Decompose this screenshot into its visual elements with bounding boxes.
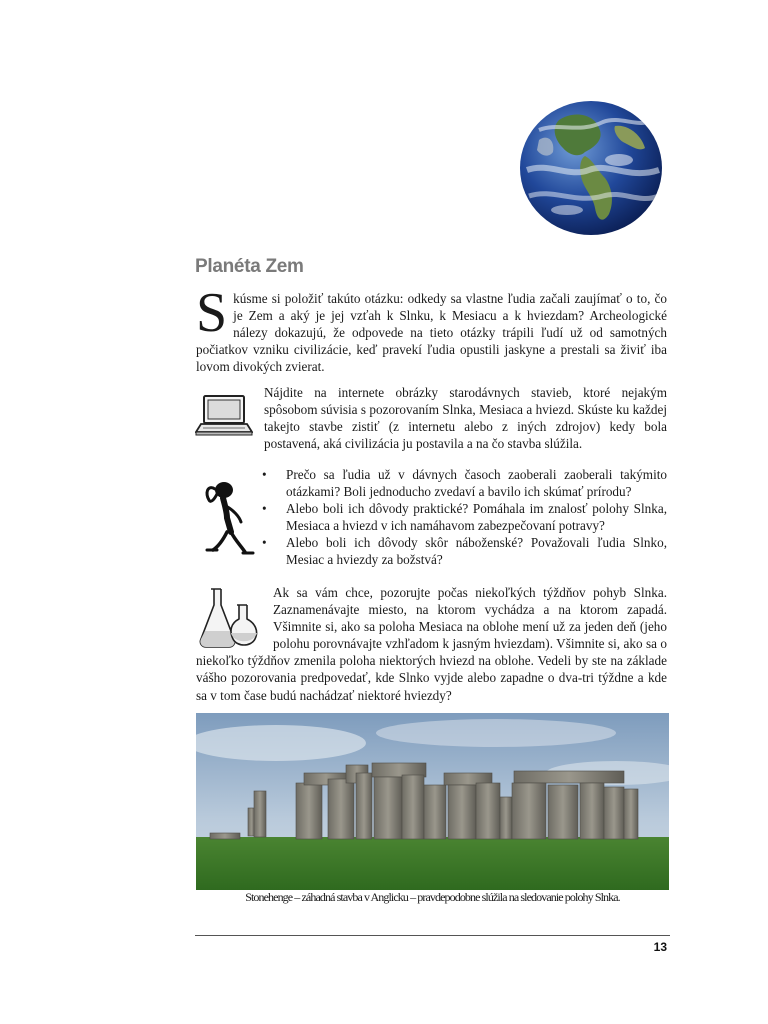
question-text: Alebo boli ich dôvody praktické? Pomáhala im znalosť polohy Slnka, Mesiaca a hviezd v ich namáhavom zabezpečovaní potravy? <box>286 501 667 534</box>
laptop-icon <box>195 393 253 437</box>
bullet: • <box>262 501 267 517</box>
observation-text: Ak sa vám chce, pozorujte počas niekoľkých týždňov pohyb Slnka. Zaznamenávajte miesto, na ktorom vychádza a na ktorom zapadá. Všimnite si, ako sa poloha Mesiaca na oblohe mení už za jeden deň (jeho polohu porovnávajte vzhľadom k jasným hviezdam). Všimnite si, ako sa o niekoľko týždňov zmenila poloha niektorých hviezd na oblohe. Vedeli by ste na základe vášho pozorovania predpovedať, kde Slnko vyjde alebo zapadne o dva-tri týždne a kde sa v tom čase budú nachádzať niektoré hviezdy? <box>196 585 667 703</box>
list-item <box>258 500 667 534</box>
page-number: 13 <box>653 940 667 954</box>
bullet: • <box>262 535 267 551</box>
observation-paragraph <box>196 584 667 704</box>
internet-task-text: Nájdite na internete obrázky starodávnych stavieb, ktoré nejakým spôsobom súvisia s pozorovaním Slnka, Mesiaca a hviezd. Skúste ku každej takejto stavbe zistiť (z internetu alebo z iných zdrojov) kedy bola postavená, aká civilizácia ju postavila a na čo stavba slúžila. <box>264 385 667 452</box>
earth-globe-icon <box>519 100 663 236</box>
stonehenge-photo <box>196 713 669 890</box>
question-text: Prečo sa ľudia už v dávnych časoch zaoberali zaoberali takýmito otázkami? Boli jednoducho zvedaví a bavilo ich skúmať prírodu? <box>286 467 667 500</box>
intro-paragraph <box>196 282 667 375</box>
intro-text: kúsme si položiť takúto otázku: odkedy sa vlastne ľudia začali zaujímať o to, čo je Zem a aký je jej vzťah k Slnku, k Mesiacu a k hviezdam? Archeologické nálezy dokazujú, že odpovede na tieto otázky trápili ľudí už od samotných počiatkov vzniku civilizácie, keď pravekí ľudia opustili jaskyne a prestali sa živiť iba lovom divokých zvierat. <box>196 291 667 375</box>
photo-caption: Stonehenge – záhadná stavba v Anglicku – pravdepodobne slúžila na sledovanie polohy Slnka. <box>245 890 620 904</box>
footer-divider <box>195 935 670 936</box>
question-list <box>258 466 667 569</box>
list-item <box>258 466 667 500</box>
page-title: Planéta Zem <box>195 256 304 277</box>
thinking-figure-icon <box>197 476 255 556</box>
bullet: • <box>262 467 267 482</box>
question-text: Alebo boli ich dôvody skôr náboženské? Považovali ľudia Slnko, Mesiac a hviezdy za božstvá? <box>286 535 667 568</box>
drop-cap: S <box>196 282 228 344</box>
list-item <box>258 534 667 568</box>
